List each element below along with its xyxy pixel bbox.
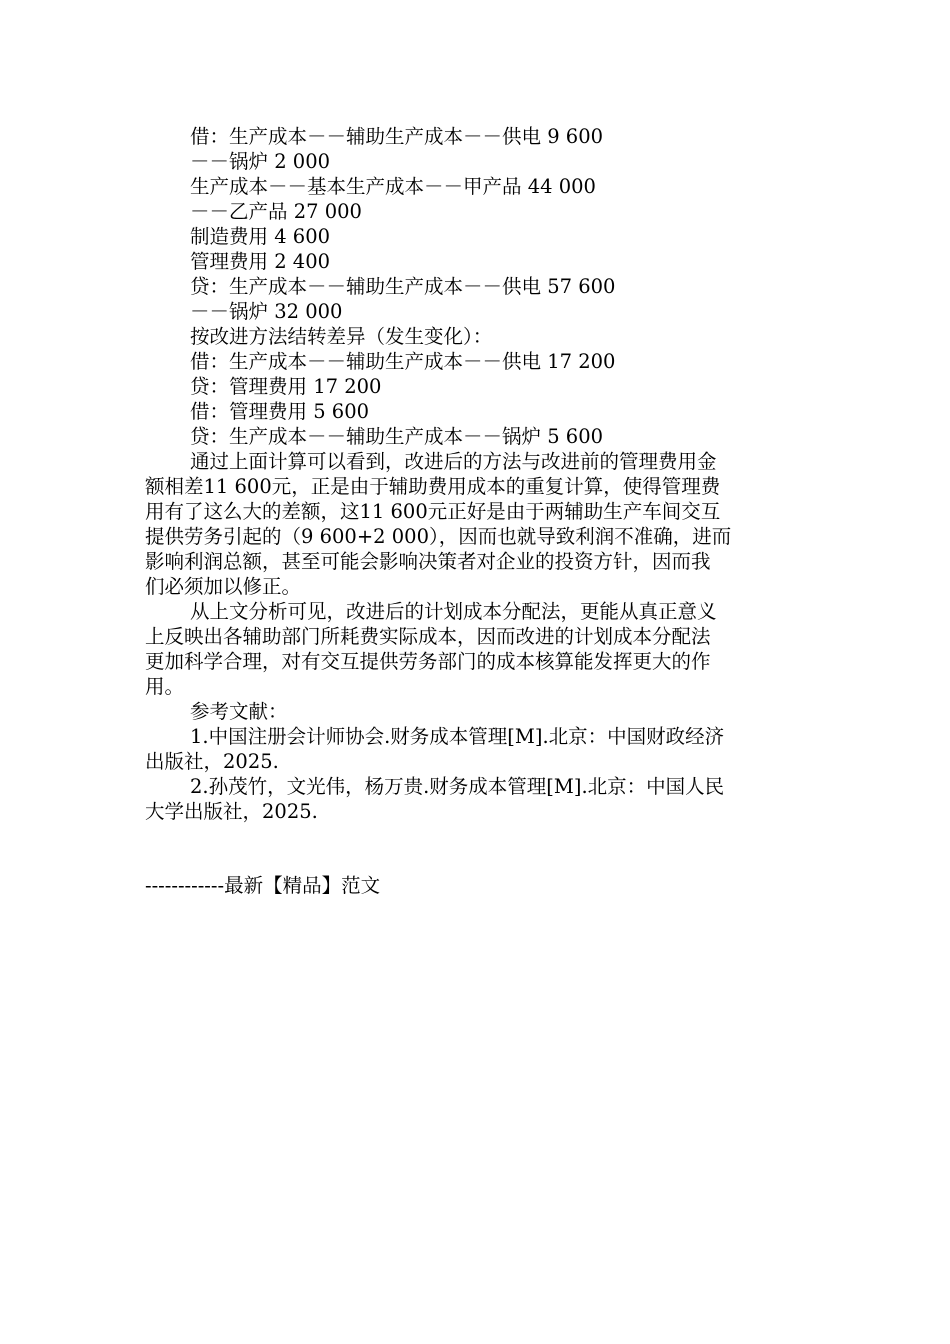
journal-entry-line: 管理费用 2 400 bbox=[190, 250, 331, 273]
paragraph-line: 用。 bbox=[145, 675, 185, 698]
journal-entry-line: 借：生产成本－－辅助生产成本－－供电 9 600 bbox=[190, 125, 604, 148]
journal-entry-line: 贷：生产成本－－辅助生产成本－－供电 57 600 bbox=[190, 275, 616, 298]
reference-item: 大学出版社，2025. bbox=[145, 800, 318, 823]
paragraph-line: 通过上面计算可以看到，改进后的方法与改进前的管理费用金 bbox=[190, 450, 717, 473]
journal-entry-line: 制造费用 4 600 bbox=[190, 225, 331, 248]
paragraph-line: 额相差11 600元，正是由于辅助费用成本的重复计算，使得管理费 bbox=[145, 475, 721, 498]
paragraph-line: 上反映出各辅助部门所耗费实际成本，因而改进的计划成本分配法 bbox=[145, 625, 711, 648]
journal-entry-line: 生产成本－－基本生产成本－－甲产品 44 000 bbox=[190, 175, 596, 198]
paragraph-line: 更加科学合理，对有交互提供劳务部门的成本核算能发挥更大的作 bbox=[145, 650, 711, 673]
paragraph-line: 影响利润总额，甚至可能会影响决策者对企业的投资方针，因而我 bbox=[145, 550, 711, 573]
journal-entry-line: 借：生产成本－－辅助生产成本－－供电 17 200 bbox=[190, 350, 616, 373]
paragraph-line: 们必须加以修正。 bbox=[145, 575, 302, 598]
journal-entry-line: －－乙产品 27 000 bbox=[190, 200, 362, 223]
paragraph-line: 提供劳务引起的（9 600+2 000），因而也就导致利润不准确，进而 bbox=[145, 525, 732, 548]
reference-item: 2.孙茂竹，文光伟，杨万贵.财务成本管理[M].北京：中国人民 bbox=[190, 775, 725, 798]
footer-text: ------------最新【精品】范文 bbox=[145, 874, 381, 897]
reference-item: 1.中国注册会计师协会.财务成本管理[M].北京：中国财政经济 bbox=[190, 725, 725, 748]
journal-entry-line: －－锅炉 2 000 bbox=[190, 150, 331, 173]
section-label: 按改进方法结转差异（发生变化）： bbox=[190, 325, 493, 348]
journal-entry-line: －－锅炉 32 000 bbox=[190, 300, 343, 323]
journal-entry-line: 借：管理费用 5 600 bbox=[190, 400, 370, 423]
paragraph-line: 用有了这么大的差额，这11 600元正好是由于两辅助生产车间交互 bbox=[145, 500, 721, 523]
paragraph-line: 从上文分析可见，改进后的计划成本分配法，更能从真正意义 bbox=[190, 600, 717, 623]
journal-entry-line: 贷：生产成本－－辅助生产成本－－锅炉 5 600 bbox=[190, 425, 604, 448]
references-heading: 参考文献： bbox=[190, 700, 288, 723]
journal-entry-line: 贷：管理费用 17 200 bbox=[190, 375, 382, 398]
reference-item: 出版社，2025. bbox=[145, 750, 279, 773]
